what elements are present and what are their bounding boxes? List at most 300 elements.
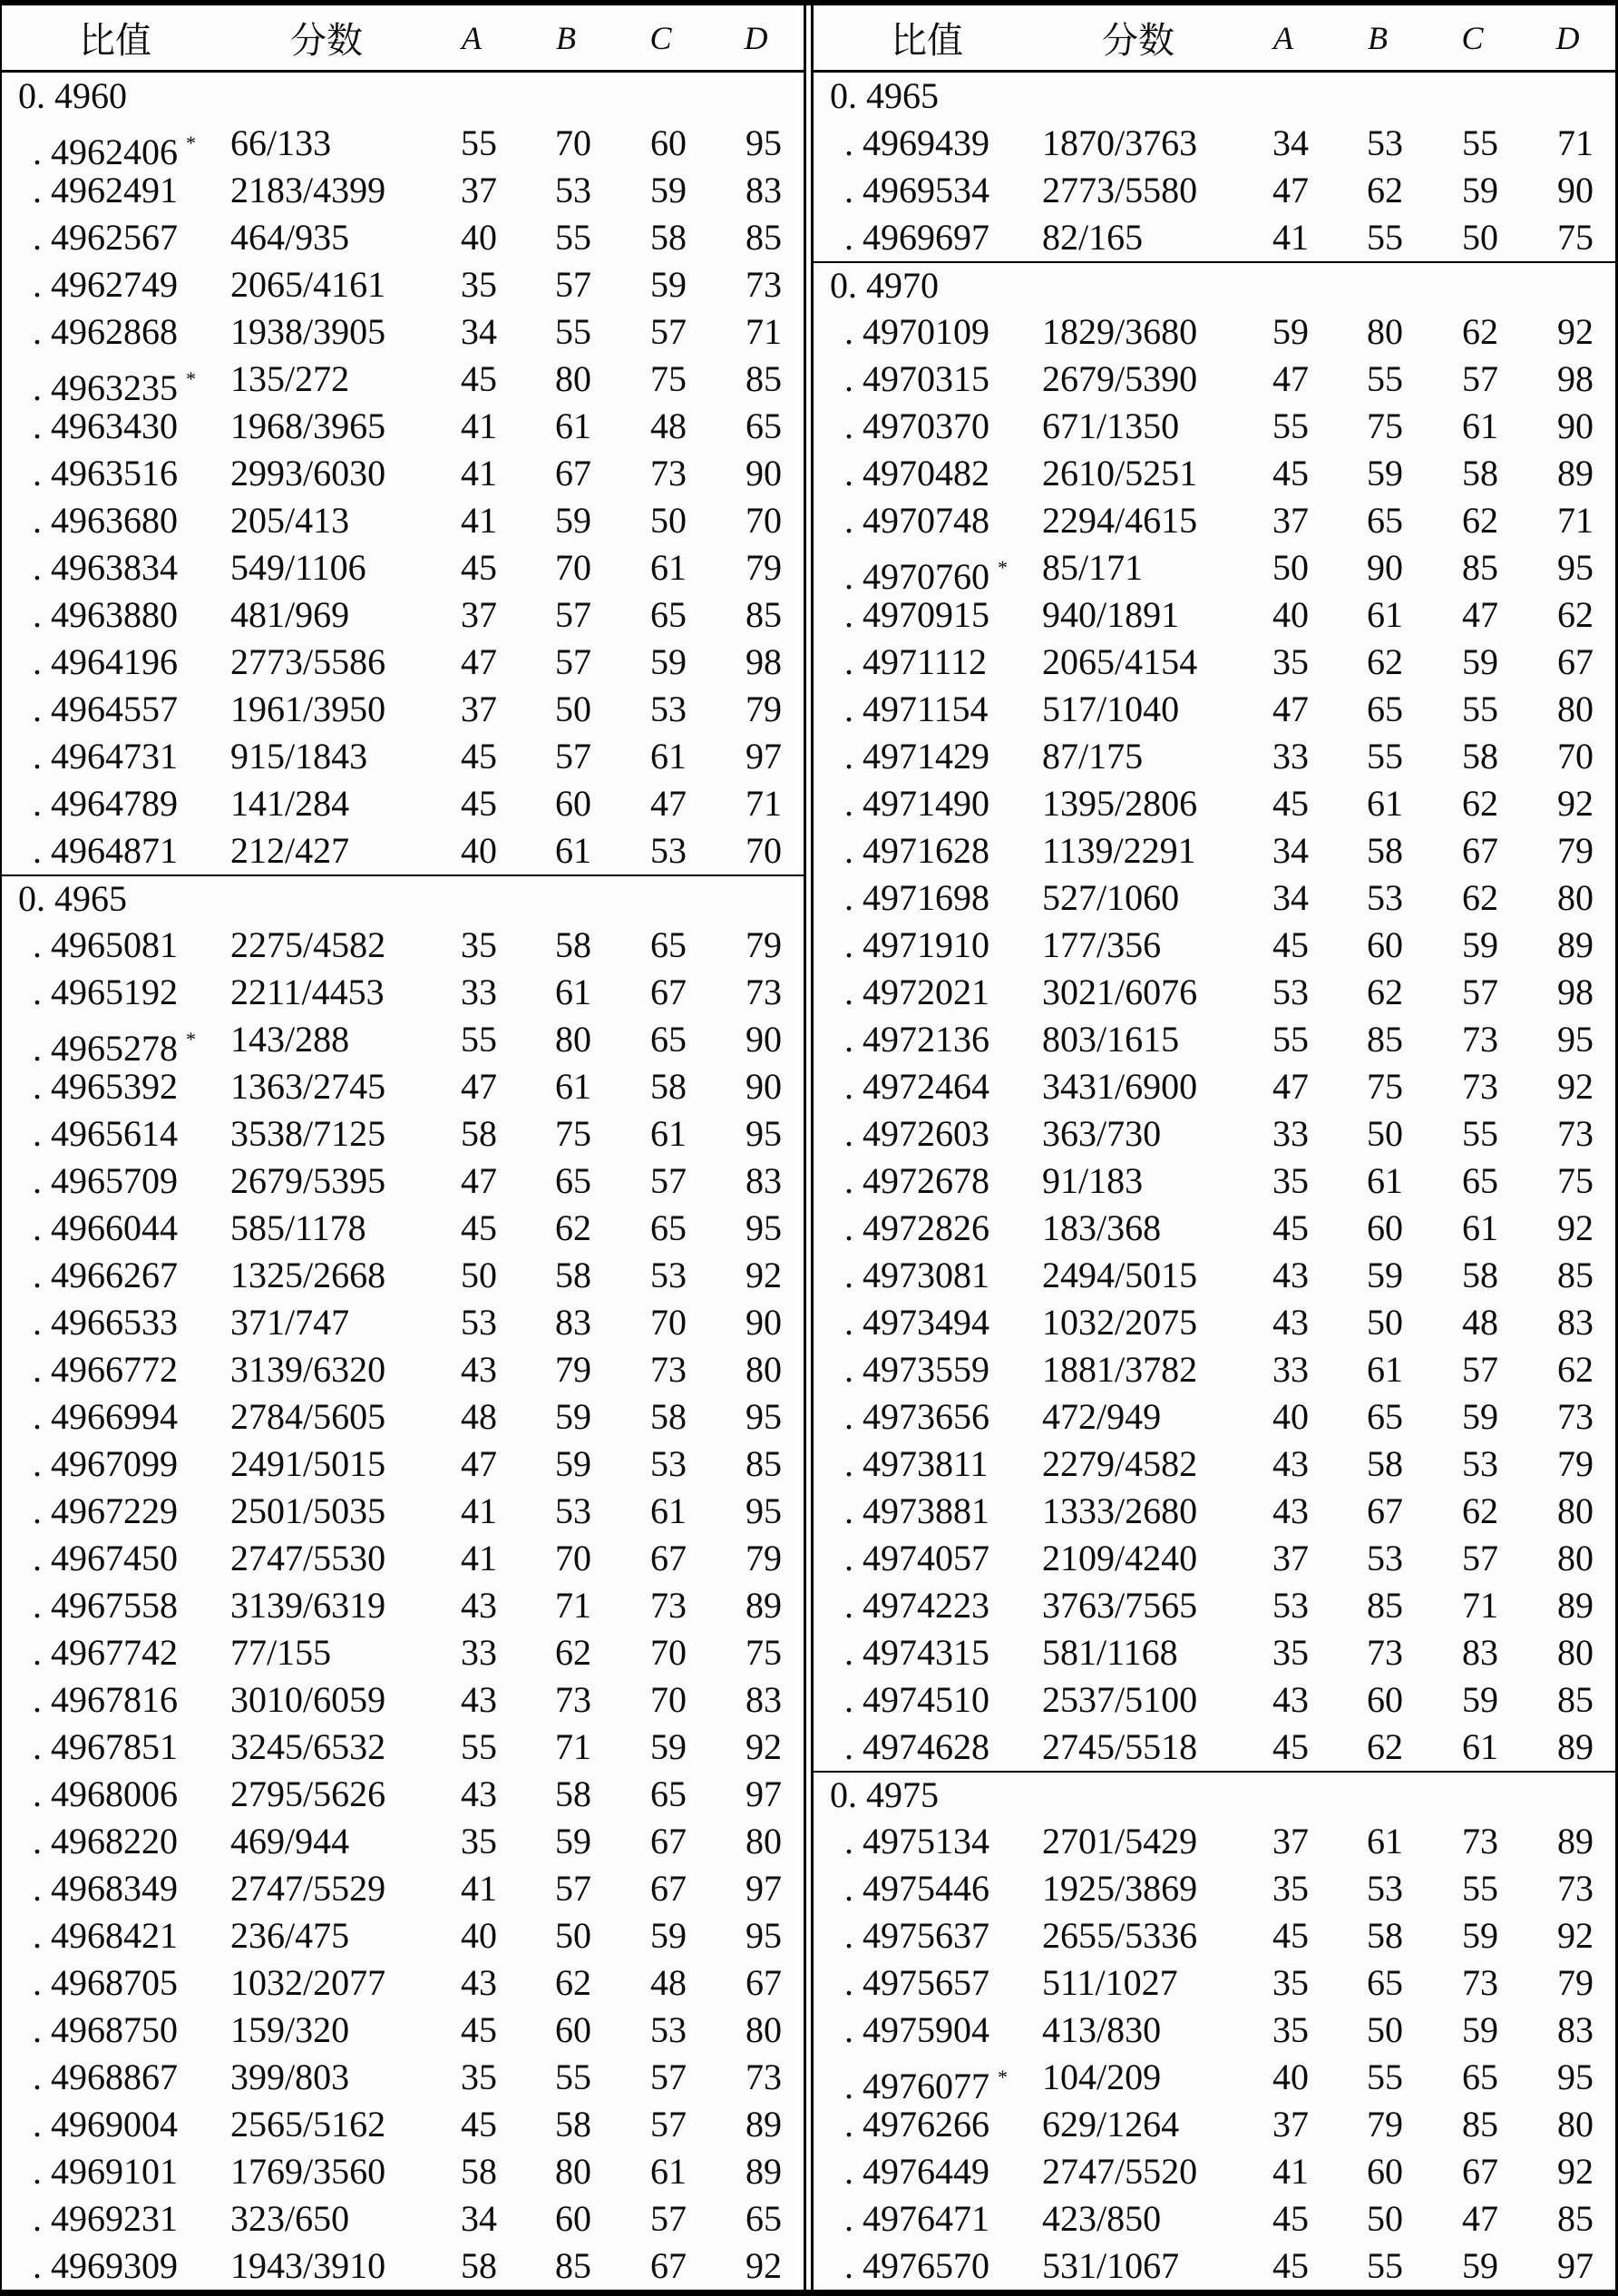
table-row (814, 1441, 1615, 1488)
col-c-value: 59 (650, 1915, 687, 1956)
table-row (2, 1346, 804, 1393)
col-d-value: 73 (1557, 1868, 1594, 1909)
col-c-value: 70 (650, 1632, 687, 1673)
ratio-value: . 4971112 (844, 641, 988, 682)
col-b-value: 67 (1367, 1490, 1403, 1531)
col-c-value: 62 (1462, 500, 1498, 541)
fraction-value: 464/935 (230, 217, 350, 258)
col-c-value: 65 (650, 924, 687, 965)
col-d-value: 89 (1557, 1585, 1594, 1626)
col-c-value: 73 (1462, 1066, 1498, 1107)
col-a-value: 41 (461, 500, 497, 541)
ratio-value: . 4972136 (844, 1019, 989, 1060)
header-col-d: D (1555, 19, 1580, 56)
col-d-value: 89 (746, 2104, 782, 2145)
col-a-value: 58 (461, 2245, 497, 2286)
col-a-value: 50 (461, 1255, 497, 1295)
left-rows (2, 73, 804, 2290)
col-b-value: 61 (555, 972, 591, 1012)
ratio-value: . 4975134 (844, 1821, 989, 1861)
table-row (814, 1488, 1615, 1535)
table-row (814, 1676, 1615, 1724)
col-b-value: 70 (555, 547, 591, 588)
table-row (2, 639, 804, 686)
col-c-value: 59 (1462, 2009, 1498, 2050)
col-d-value: 85 (746, 358, 782, 399)
col-d-value: 92 (1557, 1915, 1594, 1956)
table-row (814, 780, 1615, 827)
col-b-value: 58 (555, 2104, 591, 2145)
col-d-value: 79 (746, 924, 782, 965)
table-row (814, 1865, 1615, 1912)
col-d-value: 95 (746, 122, 782, 163)
col-c-value: 58 (650, 217, 687, 258)
col-d-value: 95 (746, 1207, 782, 1248)
ratio-value: . 4962749 (33, 264, 178, 305)
col-c-value: 53 (650, 1255, 687, 1295)
col-d-value: 89 (1557, 453, 1594, 493)
col-b-value: 55 (555, 2057, 591, 2097)
col-a-value: 45 (461, 783, 497, 824)
ratio-value: . 4962491 (33, 170, 178, 210)
col-a-value: 43 (1272, 1255, 1309, 1295)
col-c-value: 55 (1462, 1868, 1498, 1909)
col-b-value: 58 (555, 1255, 591, 1295)
table-row (2, 1912, 804, 1959)
col-d-value: 89 (746, 2151, 782, 2192)
ratio-value: . 4971490 (844, 783, 989, 824)
ratio-value: . 4969534 (844, 170, 989, 210)
ratio-value: . 4971154 (844, 689, 989, 729)
fraction-value: 3139/6319 (230, 1585, 386, 1626)
ratio-value: . 4974315 (844, 1632, 989, 1673)
col-a-value: 55 (461, 1019, 497, 1060)
col-c-value: 58 (1462, 453, 1498, 493)
col-b-value: 60 (555, 783, 591, 824)
col-b-value: 55 (1367, 2245, 1403, 2286)
section-header-row (2, 874, 804, 922)
table-row (2, 922, 804, 969)
section-header-row (2, 73, 804, 120)
col-c-value: 67 (650, 1868, 687, 1909)
col-a-value: 45 (461, 358, 497, 399)
table-row (2, 1582, 804, 1629)
ratio-value: . 4967229 (33, 1490, 178, 1531)
ratio-value: . 4971628 (844, 830, 989, 871)
fraction-value: 3139/6320 (230, 1349, 386, 1390)
fraction-value: 629/1264 (1042, 2104, 1180, 2145)
col-b-value: 62 (1367, 641, 1403, 682)
col-c-value: 57 (1462, 358, 1498, 399)
col-b-value: 55 (1367, 217, 1403, 258)
fraction-value: 3021/6076 (1042, 972, 1198, 1012)
col-d-value: 92 (1557, 2151, 1594, 2192)
col-a-value: 55 (1272, 405, 1309, 446)
col-d-value: 75 (746, 1632, 782, 1673)
table-row (2, 969, 804, 1016)
table-row (2, 261, 804, 308)
table-row (2, 1676, 804, 1724)
col-b-value: 65 (1367, 689, 1403, 729)
ratio-value: . 4968220 (33, 1821, 178, 1861)
fraction-value: 371/747 (230, 1302, 350, 1343)
col-d-value: 90 (1557, 170, 1594, 210)
col-c-value: 53 (650, 689, 687, 729)
col-c-value: 67 (650, 972, 687, 1012)
col-a-value: 35 (1272, 2009, 1309, 2050)
col-a-value: 35 (461, 264, 497, 305)
col-a-value: 45 (1272, 924, 1309, 965)
fraction-value: 2183/4399 (230, 170, 386, 210)
col-a-value: 34 (1272, 122, 1309, 163)
col-c-value: 47 (1462, 594, 1498, 635)
col-c-value: 57 (650, 2057, 687, 2097)
ratio-value: . 4974510 (844, 1679, 989, 1720)
fraction-value: 1139/2291 (1042, 830, 1196, 871)
ratio-value: . 4968750 (33, 2009, 178, 2050)
col-c-value: 62 (1462, 311, 1498, 352)
ratio-value: . 4970370 (844, 405, 989, 446)
col-b-value: 50 (555, 1915, 591, 1956)
col-b-value: 75 (1367, 1066, 1403, 1107)
table-row (814, 1535, 1615, 1582)
col-a-value: 41 (461, 405, 497, 446)
col-b-value: 53 (555, 1490, 591, 1531)
ratio-value: . 4969697 (844, 217, 989, 258)
fraction-value: 517/1040 (1042, 689, 1180, 729)
table-row (2, 1488, 804, 1535)
section-header-row (814, 73, 1615, 120)
table-row (814, 1724, 1615, 1771)
col-b-value: 59 (555, 1821, 591, 1861)
fraction-value: 940/1891 (1042, 594, 1180, 635)
fraction-value: 2795/5626 (230, 1773, 386, 1814)
table-row (2, 167, 804, 214)
ratio-value: . 4970482 (844, 453, 989, 493)
col-c-value: 57 (650, 2198, 687, 2239)
col-a-value: 35 (1272, 1962, 1309, 2003)
col-d-value: 73 (746, 972, 782, 1012)
col-d-value: 92 (1557, 783, 1594, 824)
table-row (814, 1959, 1615, 2007)
col-b-value: 50 (1367, 1302, 1403, 1343)
table-row (814, 214, 1615, 261)
col-a-value: 33 (461, 972, 497, 1012)
col-b-value: 59 (1367, 1255, 1403, 1295)
col-c-value: 73 (650, 453, 687, 493)
fraction-value: 2065/4154 (1042, 641, 1198, 682)
table-row (2, 544, 804, 591)
col-b-value: 59 (555, 1443, 591, 1484)
col-b-value: 79 (555, 1349, 591, 1390)
col-d-value: 95 (746, 1113, 782, 1154)
col-a-value: 45 (1272, 2245, 1309, 2286)
ratio-value: . 4968421 (33, 1915, 178, 1956)
fraction-value: 472/949 (1042, 1396, 1162, 1437)
header-col-a: A (1273, 19, 1293, 56)
col-d-value: 92 (746, 2245, 782, 2286)
table-row (2, 1629, 804, 1676)
col-c-value: 59 (650, 170, 687, 210)
fraction-value: 2784/5605 (230, 1396, 386, 1437)
section-header-row (814, 261, 1615, 308)
col-a-value: 47 (461, 1160, 497, 1201)
col-a-value: 47 (461, 1443, 497, 1484)
col-c-value: 48 (1462, 1302, 1498, 1343)
col-a-value: 33 (1272, 1349, 1309, 1390)
col-b-value: 53 (555, 170, 591, 210)
col-a-value: 37 (1272, 1538, 1309, 1578)
col-b-value: 60 (1367, 1207, 1403, 1248)
table-row (814, 1629, 1615, 1676)
col-c-value: 65 (650, 1019, 687, 1060)
col-a-value: 34 (1272, 830, 1309, 871)
fraction-value: 1961/3950 (230, 689, 386, 729)
fraction-value: 2747/5529 (230, 1868, 386, 1909)
fraction-value: 1925/3869 (1042, 1868, 1198, 1909)
col-d-value: 89 (1557, 1726, 1594, 1767)
col-a-value: 47 (461, 641, 497, 682)
table-row (2, 356, 804, 408)
table-row (814, 1158, 1615, 1205)
col-d-value: 80 (746, 2009, 782, 2050)
col-b-value: 60 (555, 2198, 591, 2239)
col-d-value: 75 (1557, 217, 1594, 258)
col-d-value: 97 (746, 736, 782, 777)
col-a-value: 40 (1272, 1396, 1309, 1437)
table-row (2, 780, 804, 827)
col-c-value: 67 (650, 2245, 687, 2286)
fraction-value: 2537/5100 (1042, 1679, 1198, 1720)
col-a-value: 45 (1272, 1915, 1309, 1956)
table-row (814, 591, 1615, 639)
col-b-value: 57 (555, 641, 591, 682)
col-a-value: 55 (461, 1726, 497, 1767)
fraction-value: 66/133 (230, 122, 332, 163)
col-a-value: 33 (1272, 1113, 1309, 1154)
col-b-value: 61 (555, 830, 591, 871)
col-d-value: 85 (1557, 1255, 1594, 1295)
col-c-value: 62 (1462, 1490, 1498, 1531)
col-c-value: 59 (1462, 170, 1498, 210)
col-d-value: 65 (746, 405, 782, 446)
col-b-value: 50 (1367, 2198, 1403, 2239)
col-c-value: 58 (650, 1066, 687, 1107)
col-c-value: 67 (1462, 830, 1498, 871)
col-d-value: 70 (1557, 736, 1594, 777)
fraction-value: 236/475 (230, 1915, 350, 1956)
col-d-value: 83 (746, 1160, 782, 1201)
col-d-value: 79 (1557, 1443, 1594, 1484)
table-row (2, 2007, 804, 2054)
col-d-value: 85 (746, 1443, 782, 1484)
fraction-value: 87/175 (1042, 736, 1144, 777)
col-b-value: 58 (1367, 1443, 1403, 1484)
fraction-value: 2610/5251 (1042, 453, 1198, 493)
col-d-value: 67 (746, 1962, 782, 2003)
fraction-value: 2294/4615 (1042, 500, 1198, 541)
star-marker: * (998, 556, 1008, 579)
fraction-value: 2679/5395 (230, 1160, 386, 1201)
col-b-value: 62 (1367, 1726, 1403, 1767)
col-c-value: 70 (650, 1679, 687, 1720)
col-d-value: 89 (1557, 1821, 1594, 1861)
col-a-value: 34 (461, 311, 497, 352)
col-b-value: 58 (555, 924, 591, 965)
fraction-value: 212/427 (230, 830, 350, 871)
ratio-value: . 4965709 (33, 1160, 178, 1201)
col-b-value: 58 (1367, 830, 1403, 871)
col-b-value: 50 (1367, 2009, 1403, 2050)
ratio-value: . 4966044 (33, 1207, 178, 1248)
col-b-value: 53 (1367, 122, 1403, 163)
col-a-value: 35 (1272, 1868, 1309, 1909)
col-c-value: 53 (650, 1443, 687, 1484)
col-b-value: 58 (1367, 1915, 1403, 1956)
col-d-value: 75 (1557, 1160, 1594, 1201)
ratio-value: . 4965081 (33, 924, 178, 965)
col-b-value: 60 (1367, 1679, 1403, 1720)
col-d-value: 80 (1557, 1490, 1594, 1531)
header-col-a: A (462, 19, 482, 56)
col-d-value: 80 (1557, 877, 1594, 918)
col-a-value: 35 (461, 2057, 497, 2097)
col-c-value: 58 (650, 1396, 687, 1437)
col-d-value: 79 (746, 1538, 782, 1578)
col-c-value: 71 (1462, 1585, 1498, 1626)
ratio-value: . 4963516 (33, 453, 178, 493)
col-d-value: 85 (746, 594, 782, 635)
col-a-value: 47 (1272, 1066, 1309, 1107)
col-c-value: 65 (650, 594, 687, 635)
ratio-value: . 4963834 (33, 547, 178, 588)
col-d-value: 80 (1557, 689, 1594, 729)
col-d-value: 71 (746, 783, 782, 824)
col-d-value: 85 (746, 217, 782, 258)
col-b-value: 85 (1367, 1585, 1403, 1626)
col-c-value: 59 (1462, 1679, 1498, 1720)
fraction-value: 671/1350 (1042, 405, 1180, 446)
col-c-value: 59 (1462, 1915, 1498, 1956)
col-b-value: 55 (555, 217, 591, 258)
col-a-value: 43 (1272, 1490, 1309, 1531)
col-b-value: 60 (555, 2009, 591, 2050)
fraction-value: 2279/4582 (1042, 1443, 1198, 1484)
fraction-value: 2745/5518 (1042, 1726, 1198, 1767)
table-row (2, 1393, 804, 1441)
col-d-value: 83 (1557, 1302, 1594, 1343)
ratio-value: . 4966772 (33, 1349, 178, 1390)
col-c-value: 57 (650, 1160, 687, 1201)
ratio-value: . 4976449 (844, 2151, 989, 2192)
table-row (2, 591, 804, 639)
table-row (814, 450, 1615, 497)
col-b-value: 61 (1367, 594, 1403, 635)
col-b-value: 62 (555, 1962, 591, 2003)
star-marker: * (186, 132, 196, 154)
fraction-value: 2679/5390 (1042, 358, 1198, 399)
ratio-value: . 4973811 (844, 1443, 989, 1484)
col-b-value: 65 (1367, 1396, 1403, 1437)
left-half (2, 5, 804, 2290)
ratio-value: . 4969439 (844, 122, 989, 163)
col-d-value: 83 (1557, 2009, 1594, 2050)
col-d-value: 98 (1557, 358, 1594, 399)
col-d-value: 73 (746, 264, 782, 305)
col-b-value: 62 (555, 1207, 591, 1248)
col-c-value: 70 (650, 1302, 687, 1343)
ratio-value: . 4967742 (33, 1632, 178, 1673)
ratio-value: . 4967558 (33, 1585, 178, 1626)
fraction-value: 3763/7565 (1042, 1585, 1198, 1626)
col-d-value: 83 (746, 1679, 782, 1720)
table-row (814, 969, 1615, 1016)
col-a-value: 47 (1272, 170, 1309, 210)
table-row (814, 544, 1615, 597)
col-d-value: 95 (1557, 1019, 1594, 1060)
col-d-value: 98 (746, 641, 782, 682)
col-d-value: 70 (746, 500, 782, 541)
table-row (2, 1818, 804, 1865)
header-col-b: B (556, 19, 576, 56)
col-c-value: 61 (650, 2151, 687, 2192)
col-a-value: 53 (1272, 1585, 1309, 1626)
ratio-value: . 4976570 (844, 2245, 989, 2286)
table-row (2, 1724, 804, 1771)
fraction-value: 2065/4161 (230, 264, 386, 305)
fraction-value: 77/155 (230, 1632, 332, 1673)
col-c-value: 55 (1462, 1113, 1498, 1154)
col-c-value: 60 (650, 122, 687, 163)
fraction-value: 1333/2680 (1042, 1490, 1198, 1531)
right-half (814, 5, 1615, 2290)
col-c-value: 67 (1462, 2151, 1498, 2192)
table-row (2, 1441, 804, 1488)
fraction-value: 205/413 (230, 500, 350, 541)
col-d-value: 92 (746, 1726, 782, 1767)
fraction-value: 2773/5586 (230, 641, 386, 682)
col-a-value: 43 (461, 1679, 497, 1720)
fraction-value: 183/368 (1042, 1207, 1162, 1248)
ratio-value: . 4969309 (33, 2245, 178, 2286)
table-row (2, 1063, 804, 1110)
table-row (2, 686, 804, 733)
col-c-value: 59 (650, 641, 687, 682)
fraction-value: 549/1106 (230, 547, 366, 588)
ratio-value: . 4972826 (844, 1207, 989, 1248)
fraction-value: 2993/6030 (230, 453, 386, 493)
col-a-value: 33 (1272, 736, 1309, 777)
ratio-value: . 4964557 (33, 689, 178, 729)
col-d-value: 62 (1557, 594, 1594, 635)
col-b-value: 62 (1367, 170, 1403, 210)
col-b-value: 62 (555, 1632, 591, 1673)
col-b-value: 61 (555, 1066, 591, 1107)
col-b-value: 73 (1367, 1632, 1403, 1673)
col-c-value: 65 (650, 1773, 687, 1814)
col-d-value: 90 (746, 1302, 782, 1343)
col-c-value: 73 (650, 1349, 687, 1390)
table-row (814, 403, 1615, 450)
col-d-value: 71 (746, 311, 782, 352)
table-row (2, 1771, 804, 1818)
col-b-value: 79 (1367, 2104, 1403, 2145)
fraction-value: 423/850 (1042, 2198, 1162, 2239)
col-a-value: 34 (1272, 877, 1309, 918)
table-row (814, 827, 1615, 874)
ratio-value: . 4974057 (844, 1538, 989, 1578)
ratio-value: . 4972021 (844, 972, 989, 1012)
